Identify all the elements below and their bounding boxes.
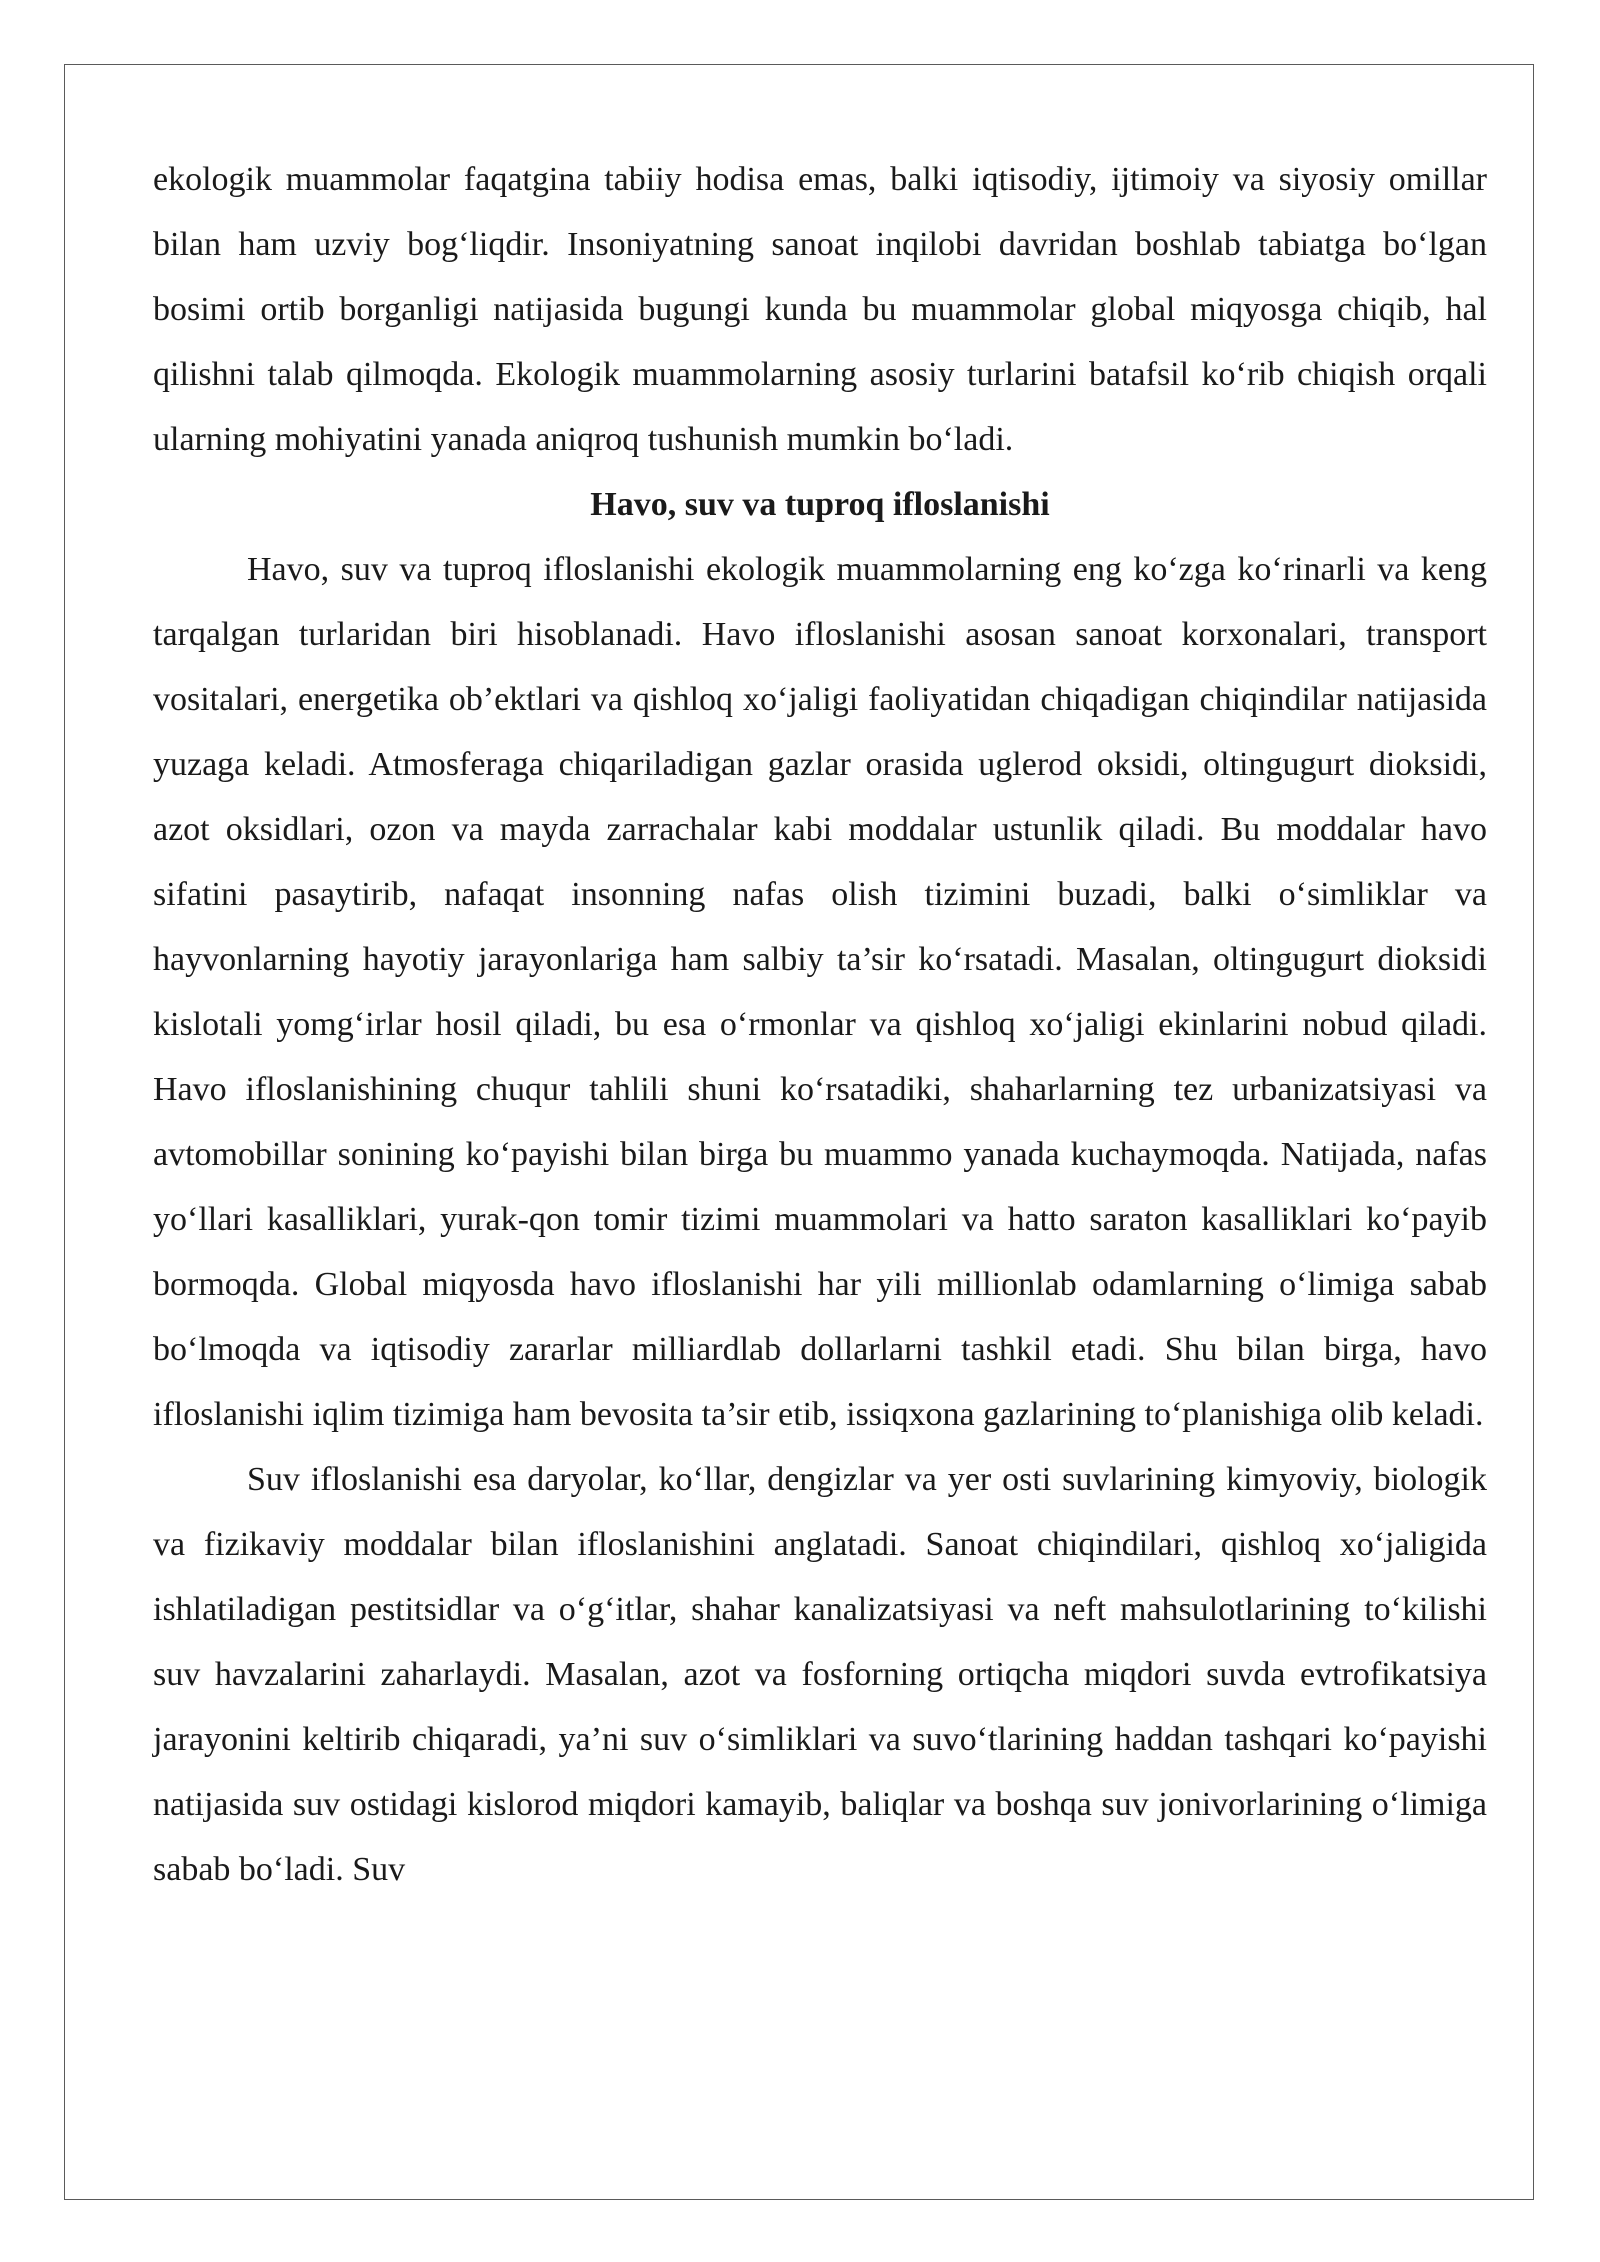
paragraph-air-pollution: Havo, suv va tuproq ifloslanishi ekologik muammolarning eng ko‘zga ko‘rinarli va keng tarqalgan turlaridan biri hisoblanadi. Havo ifloslanishi asosan sanoat korxonalari, transport vositalari, energetika ob’ektlari va qishloq xo‘jaligi faoliyatidan chiqadigan chiqindilar natijasida yuzaga keladi. Atmosferaga chiqariladigan gazlar orasida uglerod oksidi, oltingugurt dioksidi, azot oksidlari, ozon va mayda zarrachalar kabi moddalar ustunlik qiladi. Bu moddalar havo sifatini pasaytirib, nafaqat insonning nafas olish tizimini buzadi, balki o‘simliklar va hayvonlarning hayotiy jarayonlariga ham salbiy ta’sir ko‘rsatadi. Masalan, oltingugurt dioksidi kislotali yomg‘irlar hosil qiladi, bu esa o‘rmonlar va qishloq xo‘jaligi ekinlarini nobud qiladi. Havo ifloslanishining chuqur tahlili shuni ko‘rsatadiki, shaharlarning tez urbanizatsiyasi va avtomobillar sonining ko‘payishi bilan birga bu muammo yanada kuchaymoqda. Natijada, nafas yo‘llari kasalliklari, yurak-qon tomir tizimi muammolari va hatto saraton kasalliklari ko‘payib bormoqda. Global miqyosda havo ifloslanishi har yili millionlab odamlarning o‘limiga sabab bo‘lmoqda va iqtisodiy zararlar milliardlab dollarlarni tashkil etadi. Shu bilan birga, havo ifloslanishi iqlim tizimiga ham bevosita ta’sir etib, issiqxona gazlarining to‘planishiga olib keladi.	[153, 551, 1487, 1433]
document-body	[153, 147, 1487, 1902]
paragraph-water-pollution: Suv ifloslanishi esa daryolar, ko‘llar, dengizlar va yer osti suvlarining kimyoviy, biologik va fizikaviy moddalar bilan ifloslanishini anglatadi. Sanoat chiqindilari, qishloq xo‘jaligida ishlatiladigan pestitsidlar va o‘g‘itlar, shahar kanalizatsiyasi va neft mahsulotlarining to‘kilishi suv havzalarini zaharlaydi. Masalan, azot va fosforning ortiqcha miqdori suvda evtrofikatsiya jarayonini keltirib chiqaradi, ya’ni suv o‘simliklari va suvo‘tlarining haddan tashqari ko‘payishi natijasida suv ostidagi kislorod miqdori kamayib, baliqlar va boshqa suv jonivorlarining o‘limiga sabab bo‘ladi. Suv	[153, 1461, 1487, 1888]
paragraph-intro: ekologik muammolar faqatgina tabiiy hodisa emas, balki iqtisodiy, ijtimoiy va siyosiy omillar bilan ham uzviy bog‘liqdir. Insoniyatning sanoat inqilobi davridan boshlab tabiatga bo‘lgan bosimi ortib borganligi natijasida bugungi kunda bu muammolar global miqyosga chiqib, hal qilishni talab qilmoqda. Ekologik muammolarning asosiy turlarini batafsil ko‘rib chiqish orqali ularning mohiyatini yanada aniqroq tushunish mumkin bo‘ladi.	[153, 161, 1487, 458]
section-heading: Havo, suv va tuproq ifloslanishi	[590, 486, 1050, 523]
